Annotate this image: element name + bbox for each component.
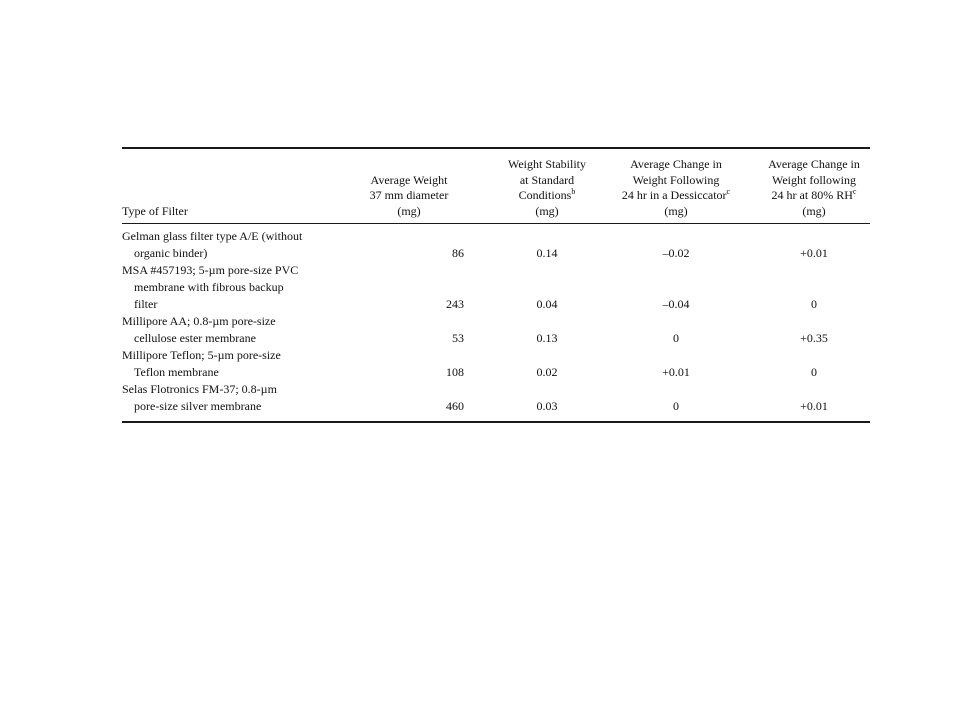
cell-value: 460 [446,399,464,413]
header-line: Weight Stability [507,157,587,171]
header-line: (mg) [535,203,559,218]
table-bottom-rule [122,421,870,423]
cell-value: 53 [452,331,464,345]
filter-name-line: filter [134,297,158,311]
header-line: (mg) [397,203,421,218]
filter-name-line: MSA #457193; 5-µm pore-size PVC [122,263,299,277]
table-row [122,228,870,262]
cell-dessiccator: 0 [673,331,679,345]
header-line: Weight following [771,172,857,187]
header-line-text: Conditions [518,188,572,202]
header-line: Weight Following [632,172,720,187]
header-change-dessiccator [606,157,746,219]
filter-name-line: cellulose ester membrane [134,331,256,345]
header-change-humidity [756,157,872,219]
header-line-text: 24 hr at 80% RH [771,188,853,202]
table-body [122,224,870,421]
cell-dessiccator: 0 [673,399,679,413]
cell-stability: 0.03 [536,399,558,413]
table-row [122,347,870,381]
cell-avg-weight [354,296,464,313]
header-line: Average Change in [630,157,722,171]
header-line [492,188,602,204]
cell-stability: 0.14 [536,246,558,260]
cell-humidity: 0 [811,365,817,379]
cell-humidity: +0.01 [800,246,828,260]
header-line: Average Change in [768,157,860,171]
header-line: (mg) [802,203,826,218]
filter-name-line: Teflon membrane [134,365,219,379]
header-type-of-filter [122,204,188,220]
filter-name-line: Gelman glass filter type A/E (without [122,229,303,243]
table-row [122,262,870,313]
cell-dessiccator: –0.02 [662,246,690,260]
header-line [606,188,746,204]
header-line: 37 mm diameter [369,188,449,202]
header-line [756,188,872,204]
header-line: (mg) [664,203,688,218]
filter-name-line: organic binder) [134,246,208,260]
cell-avg-weight [354,245,464,262]
header-line: at Standard [519,172,575,187]
footnote-marker: b [571,187,576,196]
cell-dessiccator: +0.01 [662,365,690,379]
cell-value: 86 [452,246,464,260]
cell-dessiccator: –0.04 [662,297,690,311]
header-type-label: Type of Filter [122,203,188,218]
footnote-marker: c [852,187,857,196]
cell-stability: 0.13 [536,331,558,345]
header-line: Average Weight [370,172,448,187]
header-average-weight [354,173,464,220]
cell-stability: 0.02 [536,365,558,379]
cell-avg-weight [354,364,464,381]
cell-value: 243 [446,297,464,311]
cell-humidity: 0 [811,297,817,311]
cell-avg-weight [354,330,464,347]
filter-name-line: Selas Flotronics FM-37; 0.8-µm [122,382,277,396]
table-row [122,313,870,347]
filter-name-line: Millipore Teflon; 5-µm pore-size [122,348,281,362]
footnote-marker: c [726,187,731,196]
header-weight-stability [492,157,602,219]
table-row [122,381,870,415]
header-line-text: 24 hr in a Dessiccator [621,188,727,202]
filter-name-line: membrane with fibrous backup [134,280,284,294]
cell-stability: 0.04 [536,297,558,311]
cell-avg-weight [354,398,464,415]
cell-humidity: +0.01 [800,399,828,413]
cell-humidity: +0.35 [800,331,828,345]
filter-weight-table [122,147,870,423]
filter-name-line: Millipore AA; 0.8-µm pore-size [122,314,276,328]
cell-value: 108 [446,365,464,379]
filter-name-line: pore-size silver membrane [134,399,262,413]
table-header [122,149,870,223]
